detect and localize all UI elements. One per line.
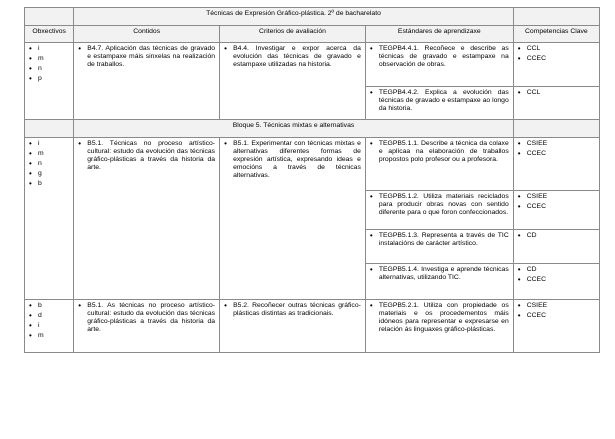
competencias-cell — [513, 138, 599, 191]
list-item: • CD — [518, 232, 595, 240]
estandar-cell — [365, 300, 513, 353]
contido-text: • B4.7. Aplicación das técnicas de gravado e estampaxe máis sinxelas na realización de traballos. — [78, 45, 215, 69]
list-item: • i — [29, 322, 69, 330]
curriculum-page — [24, 7, 600, 353]
competencias-cell — [513, 87, 599, 120]
list-item: • CCL — [518, 45, 595, 53]
list-item: • CCEC — [518, 276, 595, 284]
header-criterios: Criterios de avaliación — [220, 26, 366, 43]
estandar-text: • TEGPB5.2.1. Utiliza con propiedade os materiais e os procedementos máis idóneos para representar e expresarse en relación ás linguaxes gráfico-plásticas. — [370, 302, 509, 334]
obxectivos-cell — [25, 300, 74, 353]
criterio-text: • B5.2. Recoñecer outras técnicas gráfico-plásticas distintas as tradicionais. — [224, 302, 361, 318]
obxectivos-cell — [25, 43, 74, 120]
table-row — [25, 300, 600, 353]
estandar-cell — [365, 138, 513, 191]
header-obxectivos: Obxectivos — [25, 26, 74, 43]
estandar-cell — [365, 230, 513, 264]
table-row — [25, 138, 600, 191]
estandar-text: • TEGPB4.4.1. Recoñece e describe as técnicas de gravado e estampaxe na observación de obras. — [370, 45, 509, 69]
blank-block-cell-right — [513, 120, 599, 138]
list-item: • CSIEE — [518, 193, 595, 201]
contido-text: • B5.1. Técnicas no proceso artístico-cultural: estudo da evolución das técnicas gráfico-plásticas a través da historia da arte. — [78, 140, 215, 172]
table-row — [25, 43, 600, 87]
blank-corner-cell-right — [513, 8, 599, 26]
list-item: • CSIEE — [518, 302, 595, 310]
list-item: • n — [29, 160, 69, 168]
contido-cell — [74, 300, 220, 353]
estandar-text: • TEGPB5.1.2. Utiliza materiais reciclados para producir obras novas con sentido diferente para o que foron confeccionados. — [370, 193, 509, 217]
list-item: • CCEC — [518, 55, 595, 63]
competencias-cell — [513, 191, 599, 230]
contido-cell — [74, 138, 220, 300]
criterio-cell — [220, 138, 366, 300]
list-item: • b — [29, 302, 69, 310]
list-item: • i — [29, 45, 69, 53]
curriculum-table — [24, 7, 600, 353]
criterio-text: • B4.4. Investigar e expor acerca da evolución das técnicas de gravado e estampaxe utilizadas na historia. — [224, 45, 361, 69]
list-item: • CCEC — [518, 203, 595, 211]
list-item: • m — [29, 55, 69, 63]
block-title-row — [25, 120, 600, 138]
list-item: • CCEC — [518, 312, 595, 320]
list-item: • g — [29, 170, 69, 178]
header-contidos: Contidos — [74, 26, 220, 43]
criterio-cell — [220, 43, 366, 120]
header-estandares: Estándares de aprendizaxe — [365, 26, 513, 43]
list-item: • m — [29, 150, 69, 158]
criterio-text: • B5.1. Experimentar con técnicas mixtas e alternativas diferentes formas de expresión artística, expresando ideas e emocións a través de técnicas alternativas. — [224, 140, 361, 180]
list-item: • CSIEE — [518, 140, 595, 148]
obxectivos-cell — [25, 138, 74, 300]
competencias-cell — [513, 230, 599, 264]
estandar-cell — [365, 264, 513, 300]
list-item: • CD — [518, 266, 595, 274]
estandar-cell — [365, 43, 513, 87]
list-item: • d — [29, 312, 69, 320]
list-item: • p — [29, 75, 69, 83]
list-item: • m — [29, 332, 69, 340]
list-item: • b — [29, 180, 69, 188]
estandar-text: • TEGPB5.1.3. Representa a través de TIC instalacións de carácter artístico. — [370, 232, 509, 248]
estandar-cell — [365, 87, 513, 120]
table-title-row — [25, 8, 600, 26]
competencias-cell — [513, 264, 599, 300]
table-title: Técnicas de Expresión Gráfico-plástica. 2º de bacharelato — [74, 8, 513, 26]
criterio-cell — [220, 300, 366, 353]
estandar-text: • TEGPB4.4.2. Explica a evolución das técnicas de gravado e estampaxe ao longo da historia. — [370, 89, 509, 113]
contido-text: • B5.1. As técnicas no proceso artístico-cultural: estudo da evolución das técnicas gráfico-plásticas a través da historia da arte. — [78, 302, 215, 334]
blank-corner-cell — [25, 8, 74, 26]
contido-cell — [74, 43, 220, 120]
header-competencias: Competencias Clave — [513, 26, 599, 43]
block-title: Bloque 5. Técnicas mixtas e alternativas — [74, 120, 513, 138]
estandar-text: • TEGPB5.1.1. Describe a técnica da colaxe e aplícaa na elaboración de traballos propostos polo profesor ou a profesora. — [370, 140, 509, 164]
list-item: • i — [29, 140, 69, 148]
column-header-row — [25, 26, 600, 43]
list-item: • CCL — [518, 89, 595, 97]
estandar-text: • TEGPB5.1.4. Investiga e aprende técnicas alternativas, utilizando TIC. — [370, 266, 509, 282]
blank-block-cell — [25, 120, 74, 138]
competencias-cell — [513, 300, 599, 353]
estandar-cell — [365, 191, 513, 230]
competencias-cell — [513, 43, 599, 87]
list-item: • n — [29, 65, 69, 73]
list-item: • CCEC — [518, 150, 595, 158]
